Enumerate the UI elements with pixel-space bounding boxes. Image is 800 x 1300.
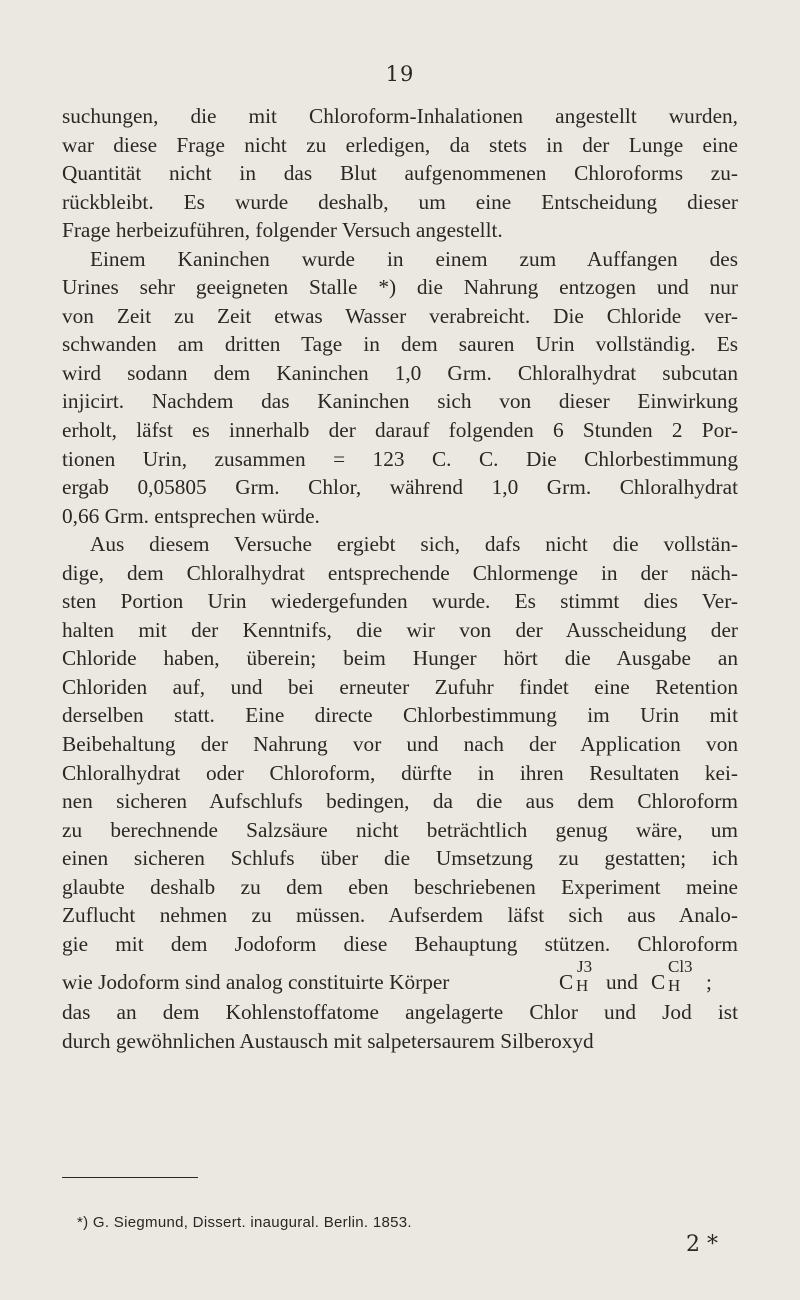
- footnote: *) G. Siegmund, Dissert. inaugural. Berlin. 1853.: [77, 1214, 412, 1231]
- formula-hydrogen: H: [576, 976, 589, 996]
- footnote-divider: [62, 1177, 198, 1178]
- text-line: einen sicheren Schlufs über die Umsetzung zu gestatten; ich: [62, 846, 738, 871]
- formula-semicolon: ;: [706, 970, 712, 995]
- text-line: Quantität nicht in das Blut aufgenommenen Chloroforms zu-: [62, 161, 738, 186]
- formula-carbon-2: C: [651, 970, 666, 995]
- text-line: das an dem Kohlenstoffatome angelagerte Chlor und Jod ist: [62, 1000, 738, 1025]
- text-line: rückbleibt. Es wurde deshalb, um eine Entscheidung dieser: [62, 189, 738, 214]
- text-line: Aus diesem Versuche ergiebt sich, dafs nicht die vollstän-: [90, 532, 738, 557]
- text-line: gie mit dem Jodoform diese Behauptung stützen. Chloroform: [62, 931, 738, 956]
- text-line: zu berechnende Salzsäure nicht beträchtlich genug wäre, um: [62, 817, 738, 842]
- text-line: sten Portion Urin wiedergefunden wurde. Es stimmt dies Ver-: [62, 589, 738, 614]
- text-line: Beibehaltung der Nahrung vor und nach der Application von: [62, 732, 738, 757]
- text-line: halten mit der Kenntnifs, die wir von der Ausscheidung der: [62, 617, 738, 642]
- page-number: 19: [385, 62, 415, 86]
- formula-line: [62, 958, 738, 998]
- formula-text: wie Jodoform sind analog constituirte Körper: [62, 970, 450, 995]
- formula-hydrogen-2: H: [668, 976, 681, 996]
- text-line: suchungen, die mit Chloroform-Inhalationen angestellt wurden,: [62, 104, 738, 128]
- text-line: schwanden am dritten Tage in dem sauren Urin vollständig. Es: [62, 332, 738, 357]
- text-line: derselben statt. Eine directe Chlorbestimmung im Urin mit: [62, 703, 738, 728]
- body-text: [62, 102, 738, 1056]
- formula-and: und: [606, 970, 638, 995]
- text-line: dige, dem Chloralhydrat entsprechende Chlormenge in der näch-: [62, 560, 738, 585]
- text-line: wird sodann dem Kaninchen 1,0 Grm. Chloralhydrat subcutan: [62, 360, 738, 385]
- text-line: war diese Frage nicht zu erledigen, da stets in der Lunge eine: [62, 132, 738, 157]
- formula-carbon: C: [559, 970, 574, 995]
- text-line: Einem Kaninchen wurde in einem zum Auffangen des: [90, 246, 738, 271]
- text-line: ergab 0,05805 Grm. Chlor, während 1,0 Grm. Chloralhydrat: [62, 475, 738, 500]
- text-line: Zuflucht nehmen zu müssen. Aufserdem läfst sich aus Analo-: [62, 903, 738, 928]
- formula-iodine: J3: [577, 957, 593, 977]
- text-line: Frage herbeizuführen, folgender Versuch angestellt.: [62, 218, 503, 243]
- text-line: Urines sehr geeigneten Stalle *) die Nahrung entzogen und nur: [62, 275, 738, 300]
- text-line: nen sicheren Aufschlufs bedingen, da die aus dem Chloroform: [62, 789, 738, 814]
- formula-chlorine: Cl3: [668, 957, 693, 977]
- text-line: tionen Urin, zusammen = 123 C. C. Die Chlorbestimmung: [62, 446, 738, 471]
- text-line: von Zeit zu Zeit etwas Wasser verabreicht. Die Chloride ver-: [62, 303, 738, 328]
- text-line: glaubte deshalb zu dem eben beschriebenen Experiment meine: [62, 874, 738, 899]
- text-line: Chloride haben, überein; beim Hunger hört die Ausgabe an: [62, 646, 738, 671]
- text-line: Chloralhydrat oder Chloroform, dürfte in ihren Resultaten kei-: [62, 760, 738, 785]
- signature-mark: 2 *: [686, 1232, 718, 1257]
- text-line: 0,66 Grm. entsprechen würde.: [62, 503, 320, 528]
- text-line: Chloriden auf, und bei erneuter Zufuhr findet eine Retention: [62, 674, 738, 699]
- text-line: injicirt. Nachdem das Kaninchen sich von dieser Einwirkung: [62, 389, 738, 414]
- text-line: durch gewöhnlichen Austausch mit salpetersaurem Silberoxyd: [62, 1028, 594, 1053]
- text-line: erholt, läfst es innerhalb der darauf folgenden 6 Stunden 2 Por-: [62, 418, 738, 443]
